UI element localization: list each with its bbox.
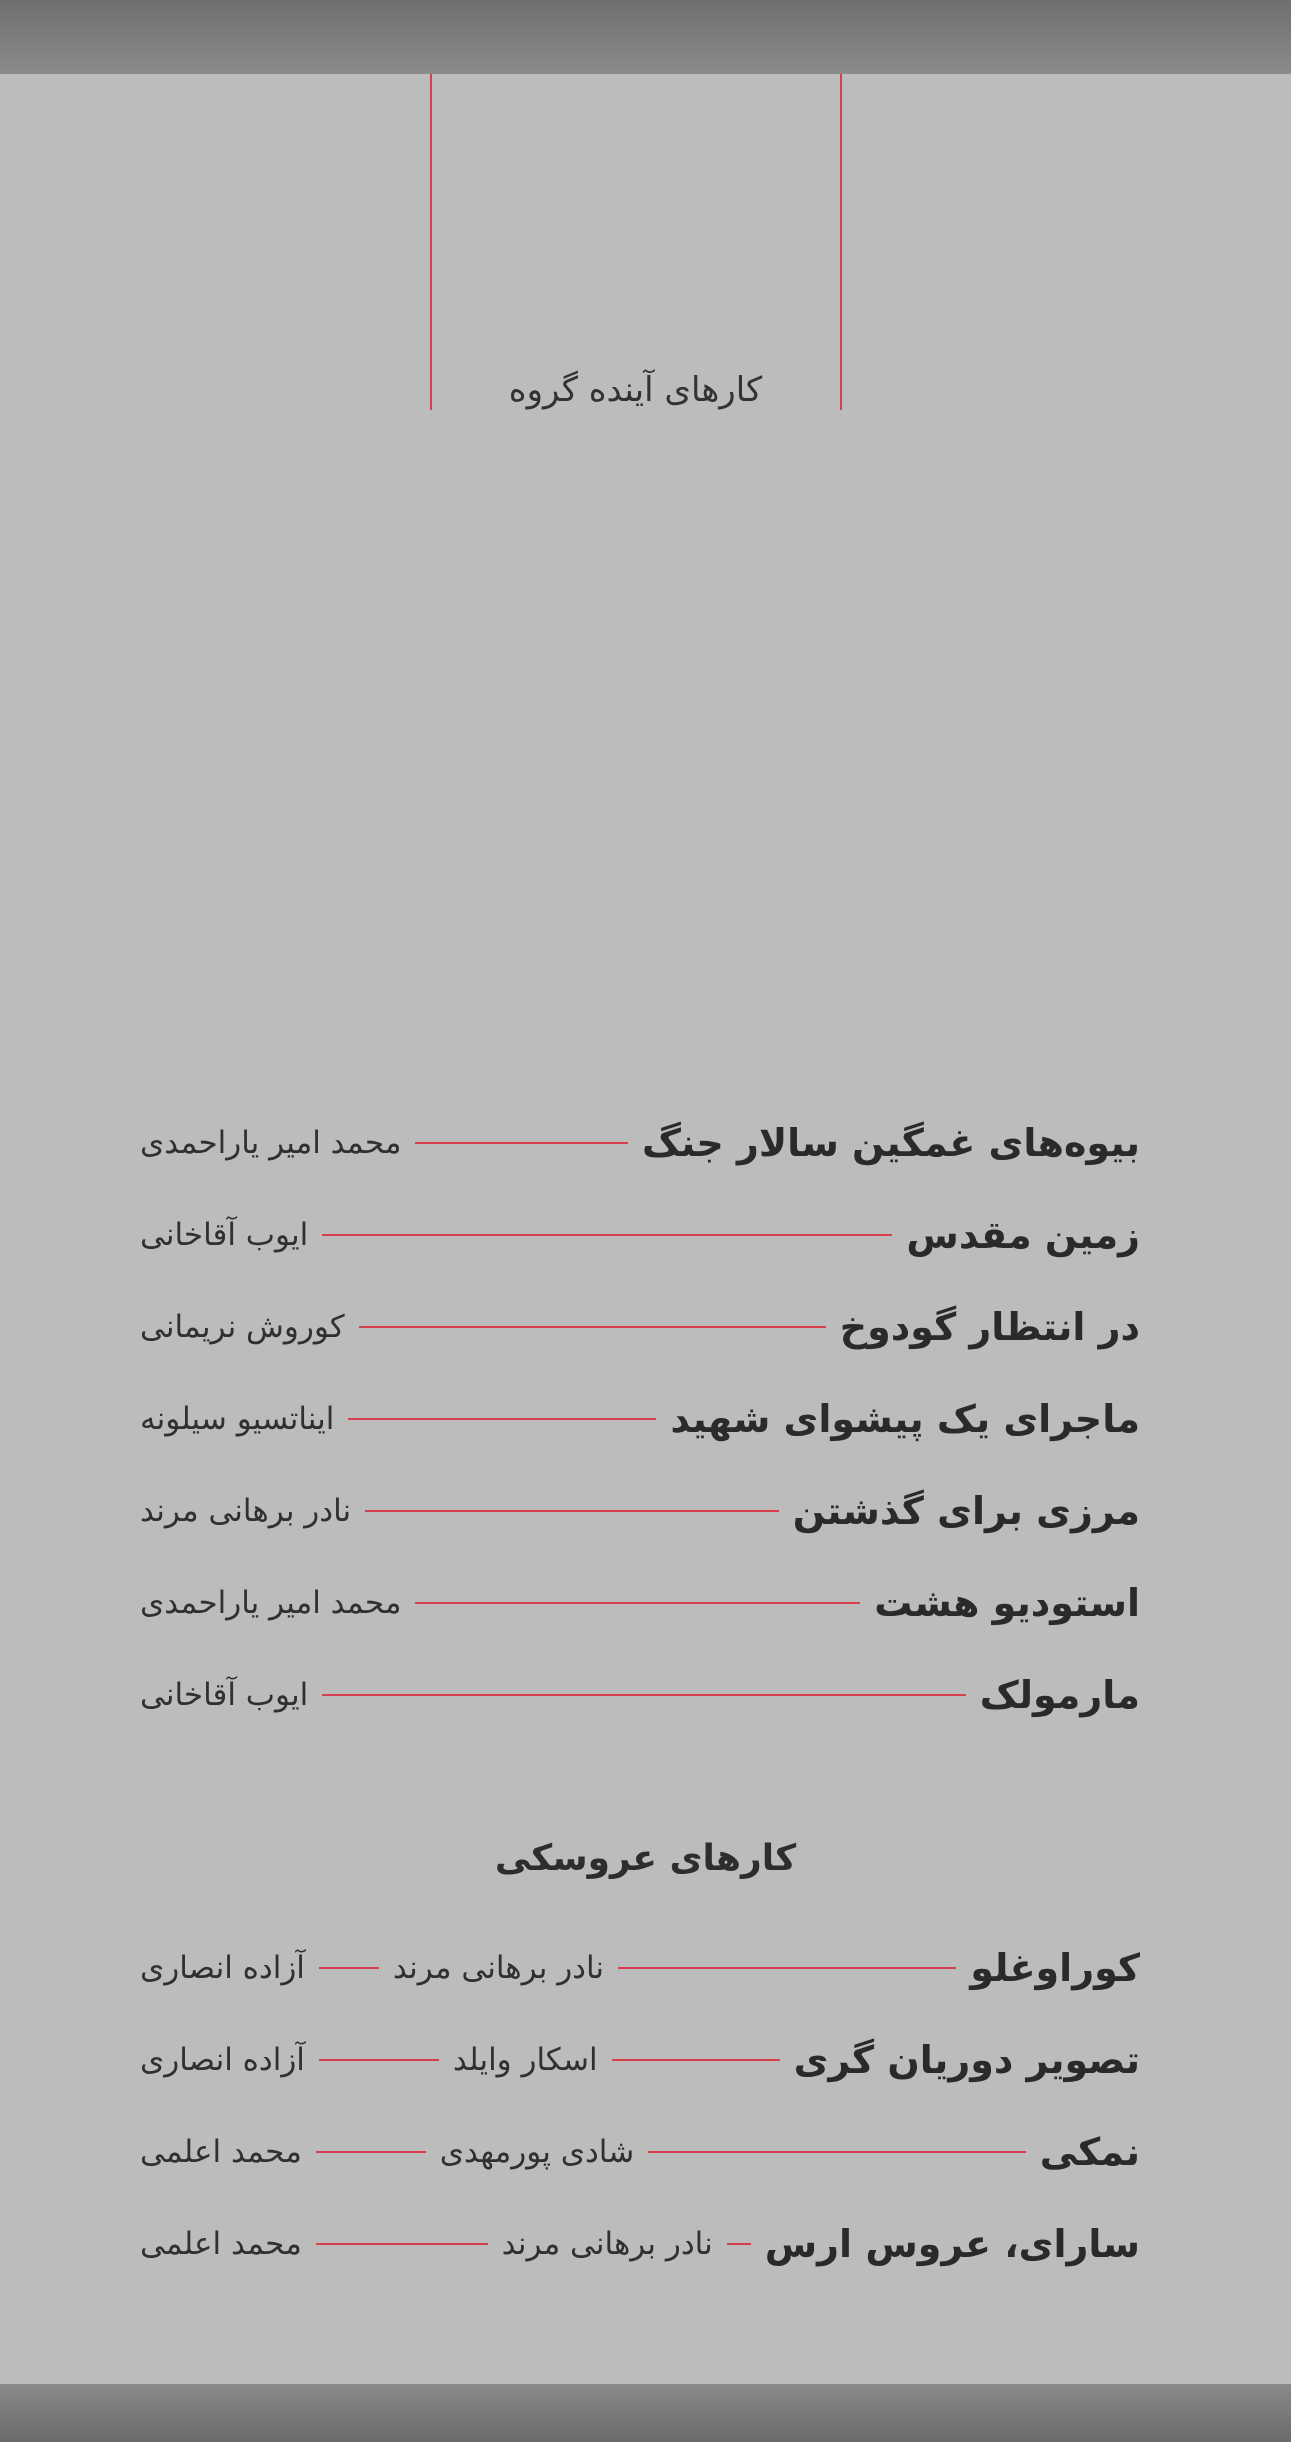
- puppet-title: سارای، عروس ارس: [764, 2222, 1140, 2266]
- page-title: کارهای آینده گروه: [508, 370, 763, 410]
- puppet-writer: نادر برهانی مرند: [501, 2226, 713, 2262]
- leader-line: [359, 1326, 826, 1328]
- puppet-title: نمکی: [1039, 2130, 1140, 2174]
- puppet-director: آزاده انصاری: [140, 1950, 305, 1986]
- work-row: [140, 1665, 1140, 1725]
- work-author: محمد امیر یاراحمدی: [140, 1585, 402, 1621]
- puppet-writer: اسکار وایلد: [452, 2042, 598, 2078]
- leader-line: [365, 1510, 779, 1512]
- leader-line: [316, 2151, 426, 2153]
- leader-line: [322, 1234, 892, 1236]
- leader-line: [348, 1418, 656, 1420]
- leader-line: [618, 1967, 956, 1969]
- top-band: [0, 0, 1291, 74]
- work-author: ایوب آقاخانی: [140, 1217, 309, 1253]
- puppet-title: کوراوغلو: [970, 1946, 1140, 1990]
- work-title: مارمولک: [979, 1673, 1140, 1717]
- work-row: [140, 1389, 1140, 1449]
- work-title: مرزی برای گذشتن: [792, 1489, 1140, 1533]
- leader-line: [612, 2059, 780, 2061]
- bottom-band: [0, 2384, 1291, 2442]
- leader-line: [648, 2151, 1026, 2153]
- work-author: نادر برهانی مرند: [140, 1493, 352, 1529]
- work-title: بیوه‌های غمگین سالار جنگ: [641, 1121, 1140, 1165]
- work-author: ایناتسیو سیلونه: [140, 1401, 335, 1437]
- puppet-writer: نادر برهانی مرند: [392, 1950, 605, 1986]
- work-row: [140, 1573, 1140, 1633]
- work-title: ماجرای یک پیشوای شهید: [670, 1397, 1140, 1441]
- leader-line: [727, 2243, 751, 2245]
- puppet-row: [140, 2030, 1140, 2090]
- work-author: ایوب آقاخانی: [140, 1677, 309, 1713]
- work-author: محمد امیر یاراحمدی: [140, 1125, 402, 1161]
- work-row: [140, 1205, 1140, 1265]
- puppet-director: محمد اعلمی: [140, 2226, 302, 2262]
- puppet-title: تصویر دوریان گری: [793, 2038, 1140, 2082]
- header-rule-right: [840, 74, 842, 410]
- section-title: کارهای عروسکی: [494, 1838, 797, 1879]
- leader-line: [415, 1142, 627, 1144]
- work-title: استودیو هشت: [874, 1581, 1140, 1625]
- work-title: در انتظار گودوخ: [839, 1305, 1140, 1349]
- work-author: کوروش نریمانی: [140, 1309, 345, 1345]
- leader-line: [415, 1602, 860, 1604]
- work-row: [140, 1297, 1140, 1357]
- puppet-writer: شادی پورمهدی: [439, 2134, 635, 2170]
- leader-line: [322, 1694, 966, 1696]
- puppet-row: [140, 2214, 1140, 2274]
- header-rule-left: [430, 74, 432, 410]
- puppet-director: محمد اعلمی: [140, 2134, 302, 2170]
- work-row: [140, 1113, 1140, 1173]
- work-title: زمین مقدس: [906, 1213, 1140, 1257]
- puppet-director: آزاده انصاری: [140, 2042, 305, 2078]
- leader-line: [319, 2059, 439, 2061]
- leader-line: [316, 2243, 488, 2245]
- work-row: [140, 1481, 1140, 1541]
- puppet-row: [140, 2122, 1140, 2182]
- leader-line: [319, 1967, 379, 1969]
- puppet-row: [140, 1938, 1140, 1998]
